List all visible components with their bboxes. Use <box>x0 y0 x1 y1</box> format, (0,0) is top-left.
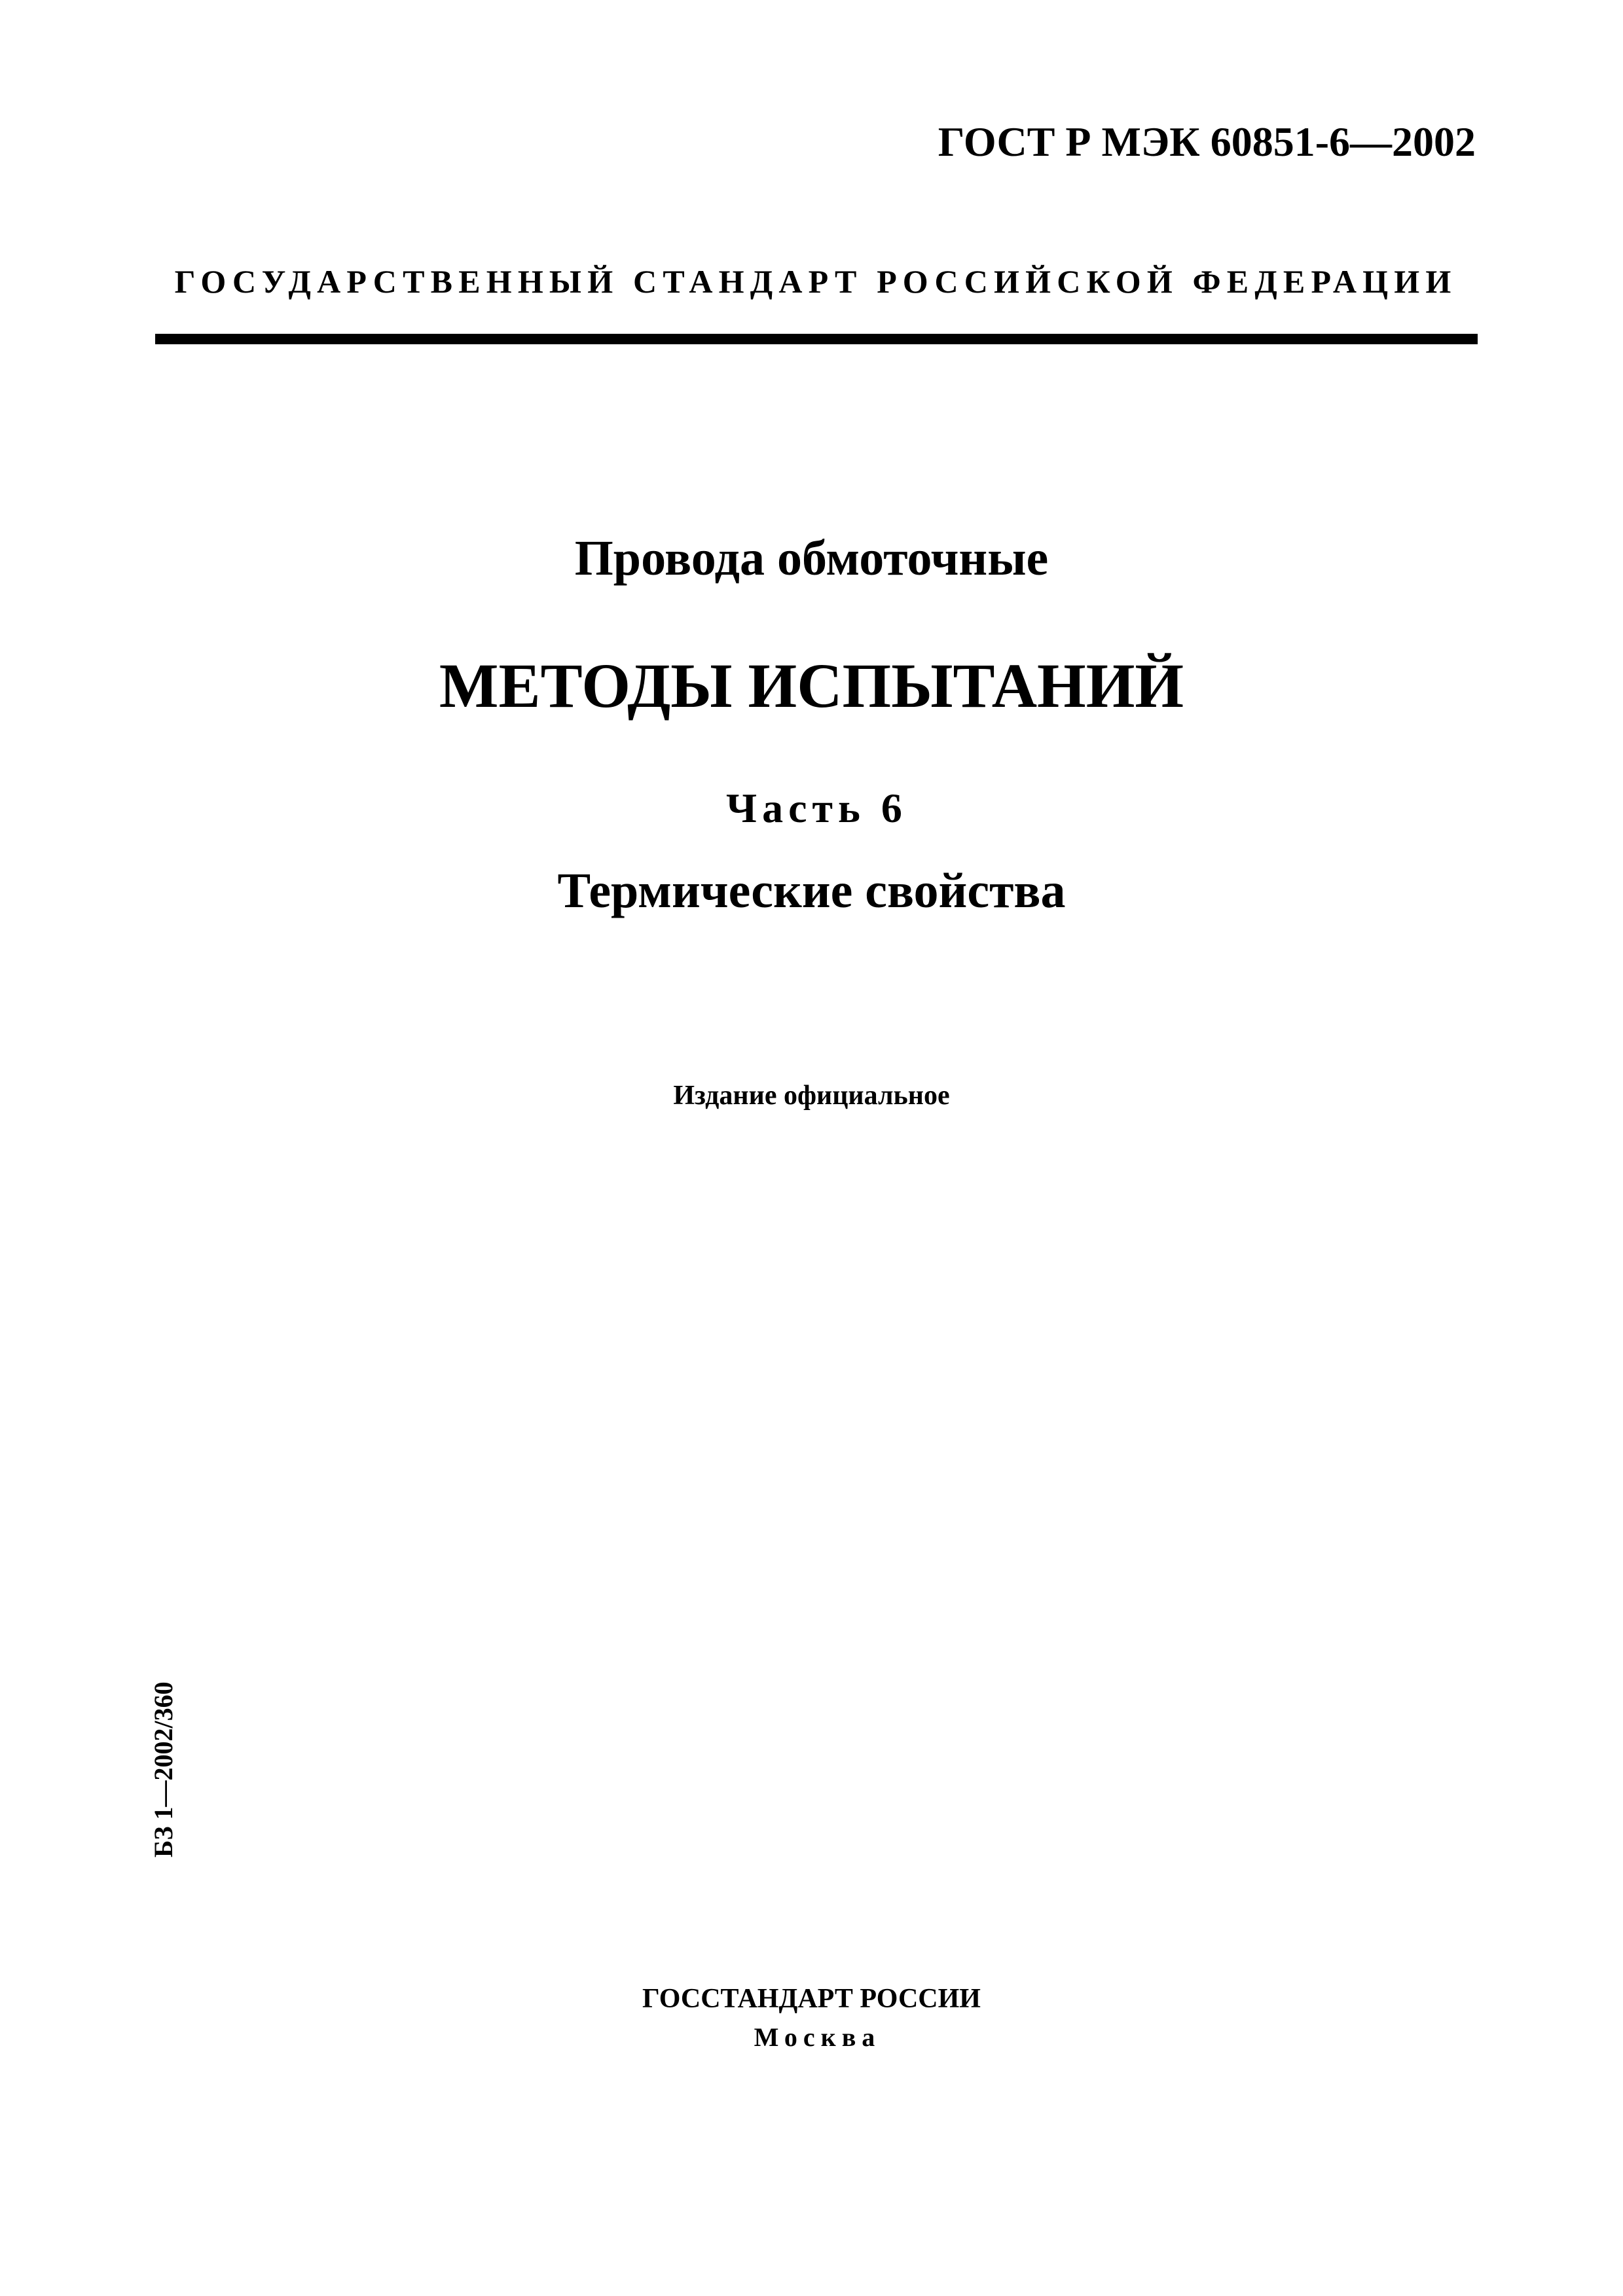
standard-number: ГОСТ Р МЭК 60851-6—2002 <box>938 118 1476 165</box>
part-label: Часть 6 <box>726 785 907 831</box>
header-divider <box>155 334 1478 344</box>
document-subtitle: МЕТОДЫ ИСПЫТАНИЙ <box>439 651 1184 721</box>
side-code: БЗ 1—2002/360 <box>149 1681 178 1857</box>
part-title: Термические свойства <box>557 863 1066 918</box>
publisher: ГОССТАНДАРТ РОССИИ <box>642 1984 981 2014</box>
edition-label: Издание официальное <box>673 1081 950 1111</box>
publisher-city: Москва <box>754 2022 881 2052</box>
organization-header: ГОСУДАРСТВЕННЫЙ СТАНДАРТ РОССИЙСКОЙ ФЕДЕРАЦИИ <box>174 263 1457 300</box>
document-title: Провода обмоточные <box>574 531 1049 586</box>
